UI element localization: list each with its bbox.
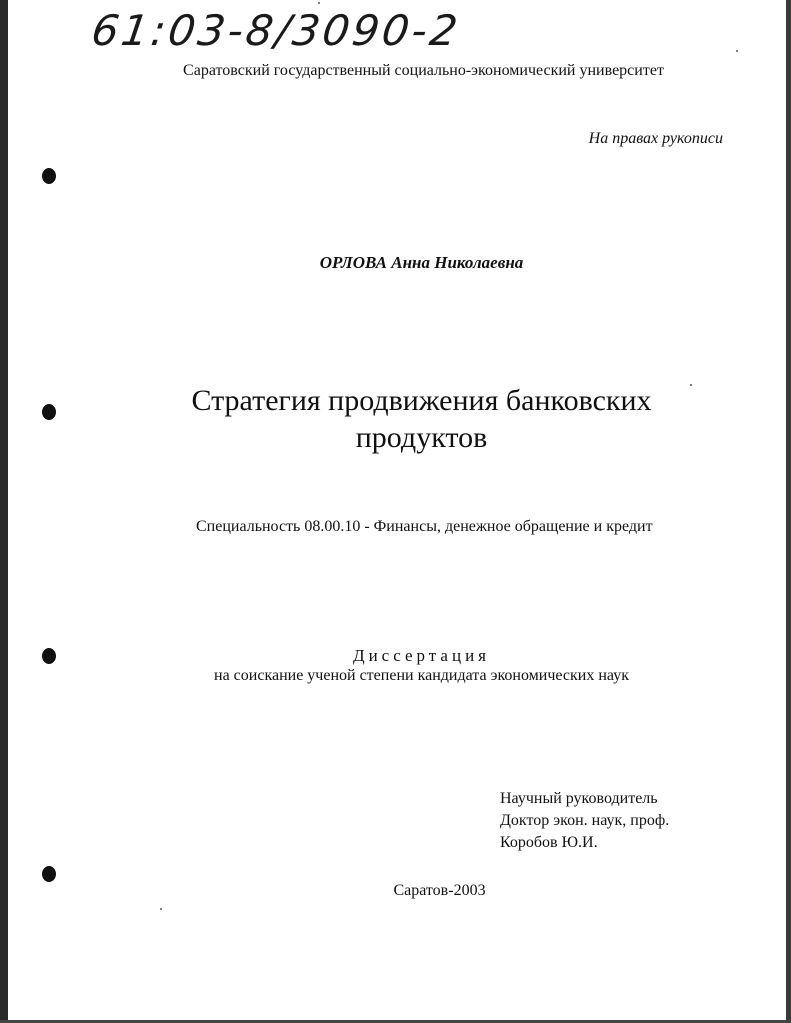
university-name: Саратовский государственный социально-экономический университет — [183, 62, 664, 79]
dissertation-title — [0, 382, 791, 456]
title-line-2: продуктов — [355, 421, 488, 454]
scientific-advisor — [500, 788, 669, 854]
author-name: ОРЛОВА Анна Николаевна — [319, 253, 524, 272]
title-line-1: Стратегия продвижения банковских — [191, 384, 652, 417]
binder-hole-icon — [42, 866, 56, 882]
degree-line: на соискание ученой степени кандидата экономических наук — [214, 667, 629, 684]
specialty-line: Специальность 08.00.10 - Финансы, денежное обращение и кредит — [196, 518, 653, 535]
advisor-role: Научный руководитель — [500, 790, 658, 807]
archive-code-handwritten: 61:03-8/3090-2 — [88, 6, 464, 55]
scan-speck — [160, 908, 162, 910]
advisor-title: Доктор экон. наук, проф. — [500, 812, 670, 829]
scan-right-edge — [786, 0, 791, 1023]
advisor-name: Коробов Ю.И. — [500, 834, 598, 851]
manuscript-rights-note: На правах рукописи — [588, 130, 723, 147]
scan-speck — [736, 50, 738, 52]
scan-speck — [318, 2, 320, 4]
binder-hole-icon — [42, 168, 56, 184]
dissertation-label: Диссертация — [352, 646, 490, 665]
city-year: Саратов-2003 — [393, 882, 486, 899]
scan-left-edge — [0, 0, 8, 1023]
